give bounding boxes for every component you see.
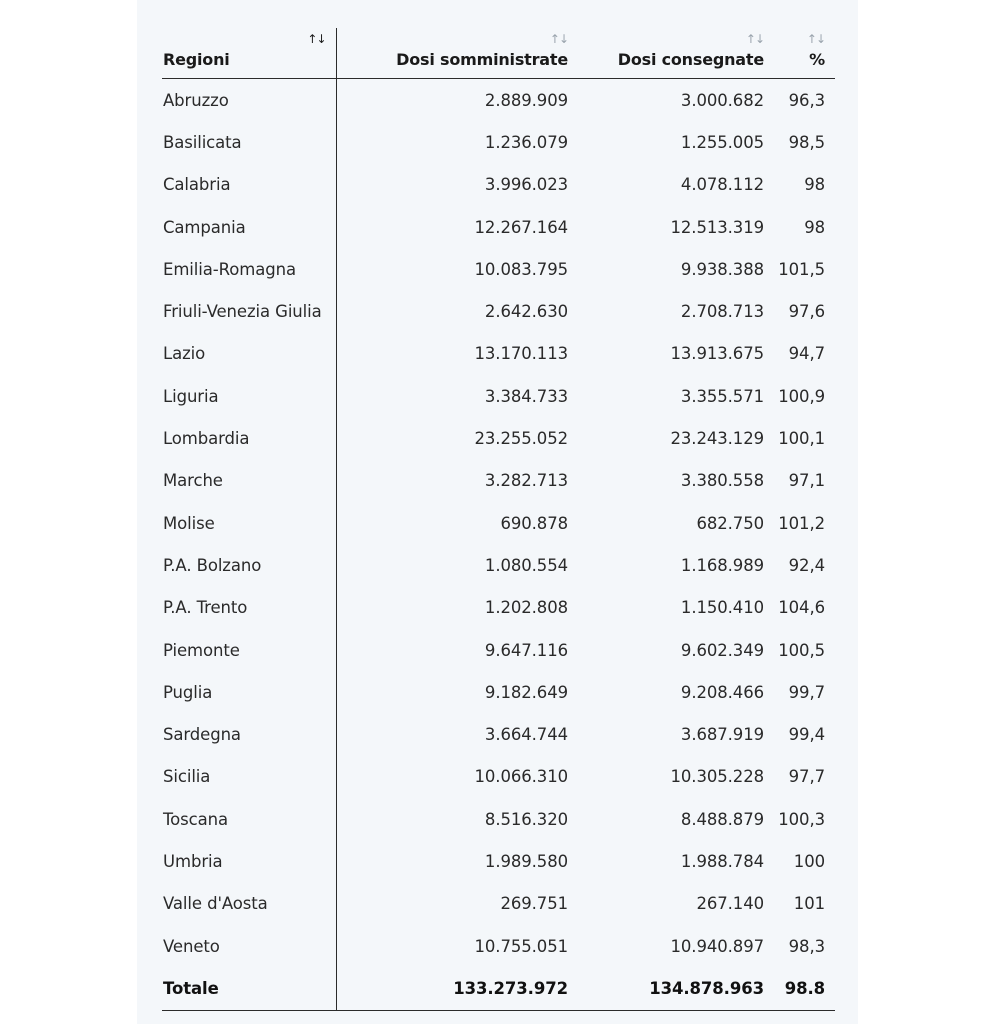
table-row: [162, 79, 835, 122]
table-row: [162, 164, 835, 206]
table-row: [162, 671, 835, 713]
cell-dosi-consegnate: 3.000.682: [680, 90, 764, 110]
cell-region: Valle d'Aosta: [162, 883, 336, 925]
cell-dosi-consegnate: 23.243.129: [670, 429, 764, 449]
total-cell-region: Totale: [162, 967, 336, 1010]
table-row: [162, 883, 835, 925]
cell-dosi-consegnate: 12.513.319: [670, 217, 764, 237]
table-total-row: [162, 967, 835, 1010]
sort-arrows-icon[interactable]: ↑↓: [745, 32, 764, 46]
sort-arrows-icon[interactable]: ↑↓: [806, 32, 825, 46]
cell-percent: 96,3: [788, 90, 825, 110]
cell-region: P.A. Trento: [162, 587, 336, 629]
cell-dosi-somministrate: 2.642.630: [484, 302, 568, 322]
column-header-label: %: [809, 50, 825, 69]
cell-dosi-somministrate: 3.664.744: [484, 725, 568, 745]
cell-dosi-somministrate: 12.267.164: [474, 217, 568, 237]
cell-percent: 98,5: [788, 132, 825, 152]
cell-percent: 101,2: [778, 513, 825, 533]
cell-dosi-consegnate: 682.750: [696, 513, 764, 533]
cell-dosi-somministrate: 9.647.116: [484, 640, 568, 660]
table-row: [162, 840, 835, 882]
cell-region: P.A. Bolzano: [162, 544, 336, 586]
cell-dosi-consegnate: 10.305.228: [670, 767, 764, 787]
cell-percent: 101,5: [778, 259, 825, 279]
cell-dosi-consegnate: 9.938.388: [680, 259, 764, 279]
cell-dosi-somministrate: 8.516.320: [484, 809, 568, 829]
column-header-dosi-somministrate[interactable]: [336, 28, 578, 79]
cell-dosi-somministrate: 1.202.808: [484, 598, 568, 618]
cell-dosi-consegnate: 2.708.713: [680, 302, 764, 322]
cell-dosi-consegnate: 9.208.466: [680, 682, 764, 702]
cell-dosi-consegnate: 8.488.879: [680, 809, 764, 829]
cell-region: Abruzzo: [162, 79, 336, 122]
cell-dosi-somministrate: 690.878: [500, 513, 568, 533]
cell-region: Sicilia: [162, 756, 336, 798]
total-cell-dosi-somministrate: 133.273.972: [336, 967, 578, 1010]
cell-percent: 99,4: [788, 725, 825, 745]
cell-region: Molise: [162, 502, 336, 544]
cell-region: Calabria: [162, 164, 336, 206]
cell-percent: 99,7: [788, 682, 825, 702]
cell-percent: 101: [793, 894, 825, 914]
cell-region: Basilicata: [162, 121, 336, 163]
cell-percent: 92,4: [788, 555, 825, 575]
cell-percent: 100,1: [778, 429, 825, 449]
sort-arrows-icon[interactable]: ↑↓: [307, 32, 326, 46]
cell-percent: 100,3: [778, 809, 825, 829]
table-row: [162, 417, 835, 459]
cell-region: Friuli-Venezia Giulia: [162, 290, 336, 332]
table-header-row: [162, 28, 835, 79]
cell-dosi-somministrate: 2.889.909: [484, 90, 568, 110]
column-header-label: Dosi somministrate: [396, 50, 568, 69]
cell-percent: 97,6: [788, 302, 825, 322]
table-row: [162, 544, 835, 586]
cell-percent: 100: [793, 851, 825, 871]
cell-region: Emilia-Romagna: [162, 248, 336, 290]
cell-region: Toscana: [162, 798, 336, 840]
cell-dosi-somministrate: 3.384.733: [484, 386, 568, 406]
cell-percent: 97,1: [788, 471, 825, 491]
cell-dosi-consegnate: 9.602.349: [680, 640, 764, 660]
column-header-percent[interactable]: [774, 28, 835, 79]
table-row: [162, 121, 835, 163]
table-row: [162, 290, 835, 332]
cell-region: Sardegna: [162, 713, 336, 755]
cell-dosi-consegnate: 10.940.897: [670, 936, 764, 956]
cell-region: Liguria: [162, 375, 336, 417]
table-row: [162, 375, 835, 417]
table-row: [162, 460, 835, 502]
table-panel: [137, 0, 858, 1024]
cell-dosi-consegnate: 1.150.410: [680, 598, 764, 618]
sort-arrows-icon[interactable]: ↑↓: [549, 32, 568, 46]
table-row: [162, 333, 835, 375]
cell-dosi-somministrate: 10.066.310: [474, 767, 568, 787]
table-row: [162, 756, 835, 798]
cell-region: Lazio: [162, 333, 336, 375]
cell-region: Veneto: [162, 925, 336, 967]
table-row: [162, 629, 835, 671]
cell-region: Lombardia: [162, 417, 336, 459]
cell-percent: 100,5: [778, 640, 825, 660]
cell-region: Puglia: [162, 671, 336, 713]
vaccine-doses-table: [162, 28, 835, 1011]
cell-dosi-consegnate: 267.140: [696, 894, 764, 914]
cell-region: Marche: [162, 460, 336, 502]
cell-dosi-somministrate: 3.996.023: [484, 175, 568, 195]
column-header-dosi-consegnate[interactable]: [578, 28, 774, 79]
table-row: [162, 798, 835, 840]
table-row: [162, 502, 835, 544]
cell-dosi-somministrate: 10.083.795: [474, 259, 568, 279]
cell-dosi-consegnate: 13.913.675: [670, 344, 764, 364]
cell-dosi-somministrate: 10.755.051: [474, 936, 568, 956]
cell-dosi-consegnate: 1.255.005: [680, 132, 764, 152]
cell-percent: 97,7: [788, 767, 825, 787]
cell-dosi-somministrate: 3.282.713: [484, 471, 568, 491]
cell-dosi-consegnate: 4.078.112: [680, 175, 764, 195]
cell-dosi-consegnate: 3.355.571: [680, 386, 764, 406]
cell-percent: 100,9: [778, 386, 825, 406]
cell-dosi-consegnate: 1.988.784: [680, 851, 764, 871]
table-row: [162, 713, 835, 755]
cell-percent: 98: [804, 217, 825, 237]
column-header-regioni[interactable]: [162, 28, 336, 79]
table-body: [162, 79, 835, 1011]
cell-percent: 98,3: [788, 936, 825, 956]
cell-region: Piemonte: [162, 629, 336, 671]
cell-dosi-somministrate: 1.989.580: [484, 851, 568, 871]
cell-dosi-consegnate: 1.168.989: [680, 555, 764, 575]
cell-percent: 98: [804, 175, 825, 195]
column-header-label: Regioni: [163, 50, 230, 69]
cell-dosi-somministrate: 13.170.113: [474, 344, 568, 364]
cell-dosi-consegnate: 3.380.558: [680, 471, 764, 491]
cell-dosi-somministrate: 23.255.052: [474, 429, 568, 449]
cell-dosi-somministrate: 269.751: [500, 894, 568, 914]
total-cell-dosi-consegnate: 134.878.963: [578, 967, 774, 1010]
cell-dosi-consegnate: 3.687.919: [680, 725, 764, 745]
total-cell-percent: 98.8: [774, 967, 835, 1010]
cell-region: Umbria: [162, 840, 336, 882]
cell-dosi-somministrate: 1.080.554: [484, 555, 568, 575]
cell-percent: 104,6: [778, 598, 825, 618]
table-row: [162, 206, 835, 248]
table-row: [162, 248, 835, 290]
cell-dosi-somministrate: 9.182.649: [484, 682, 568, 702]
cell-percent: 94,7: [788, 344, 825, 364]
column-header-label: Dosi consegnate: [617, 50, 764, 69]
table-row: [162, 925, 835, 967]
cell-region: Campania: [162, 206, 336, 248]
cell-dosi-somministrate: 1.236.079: [484, 132, 568, 152]
table-row: [162, 587, 835, 629]
